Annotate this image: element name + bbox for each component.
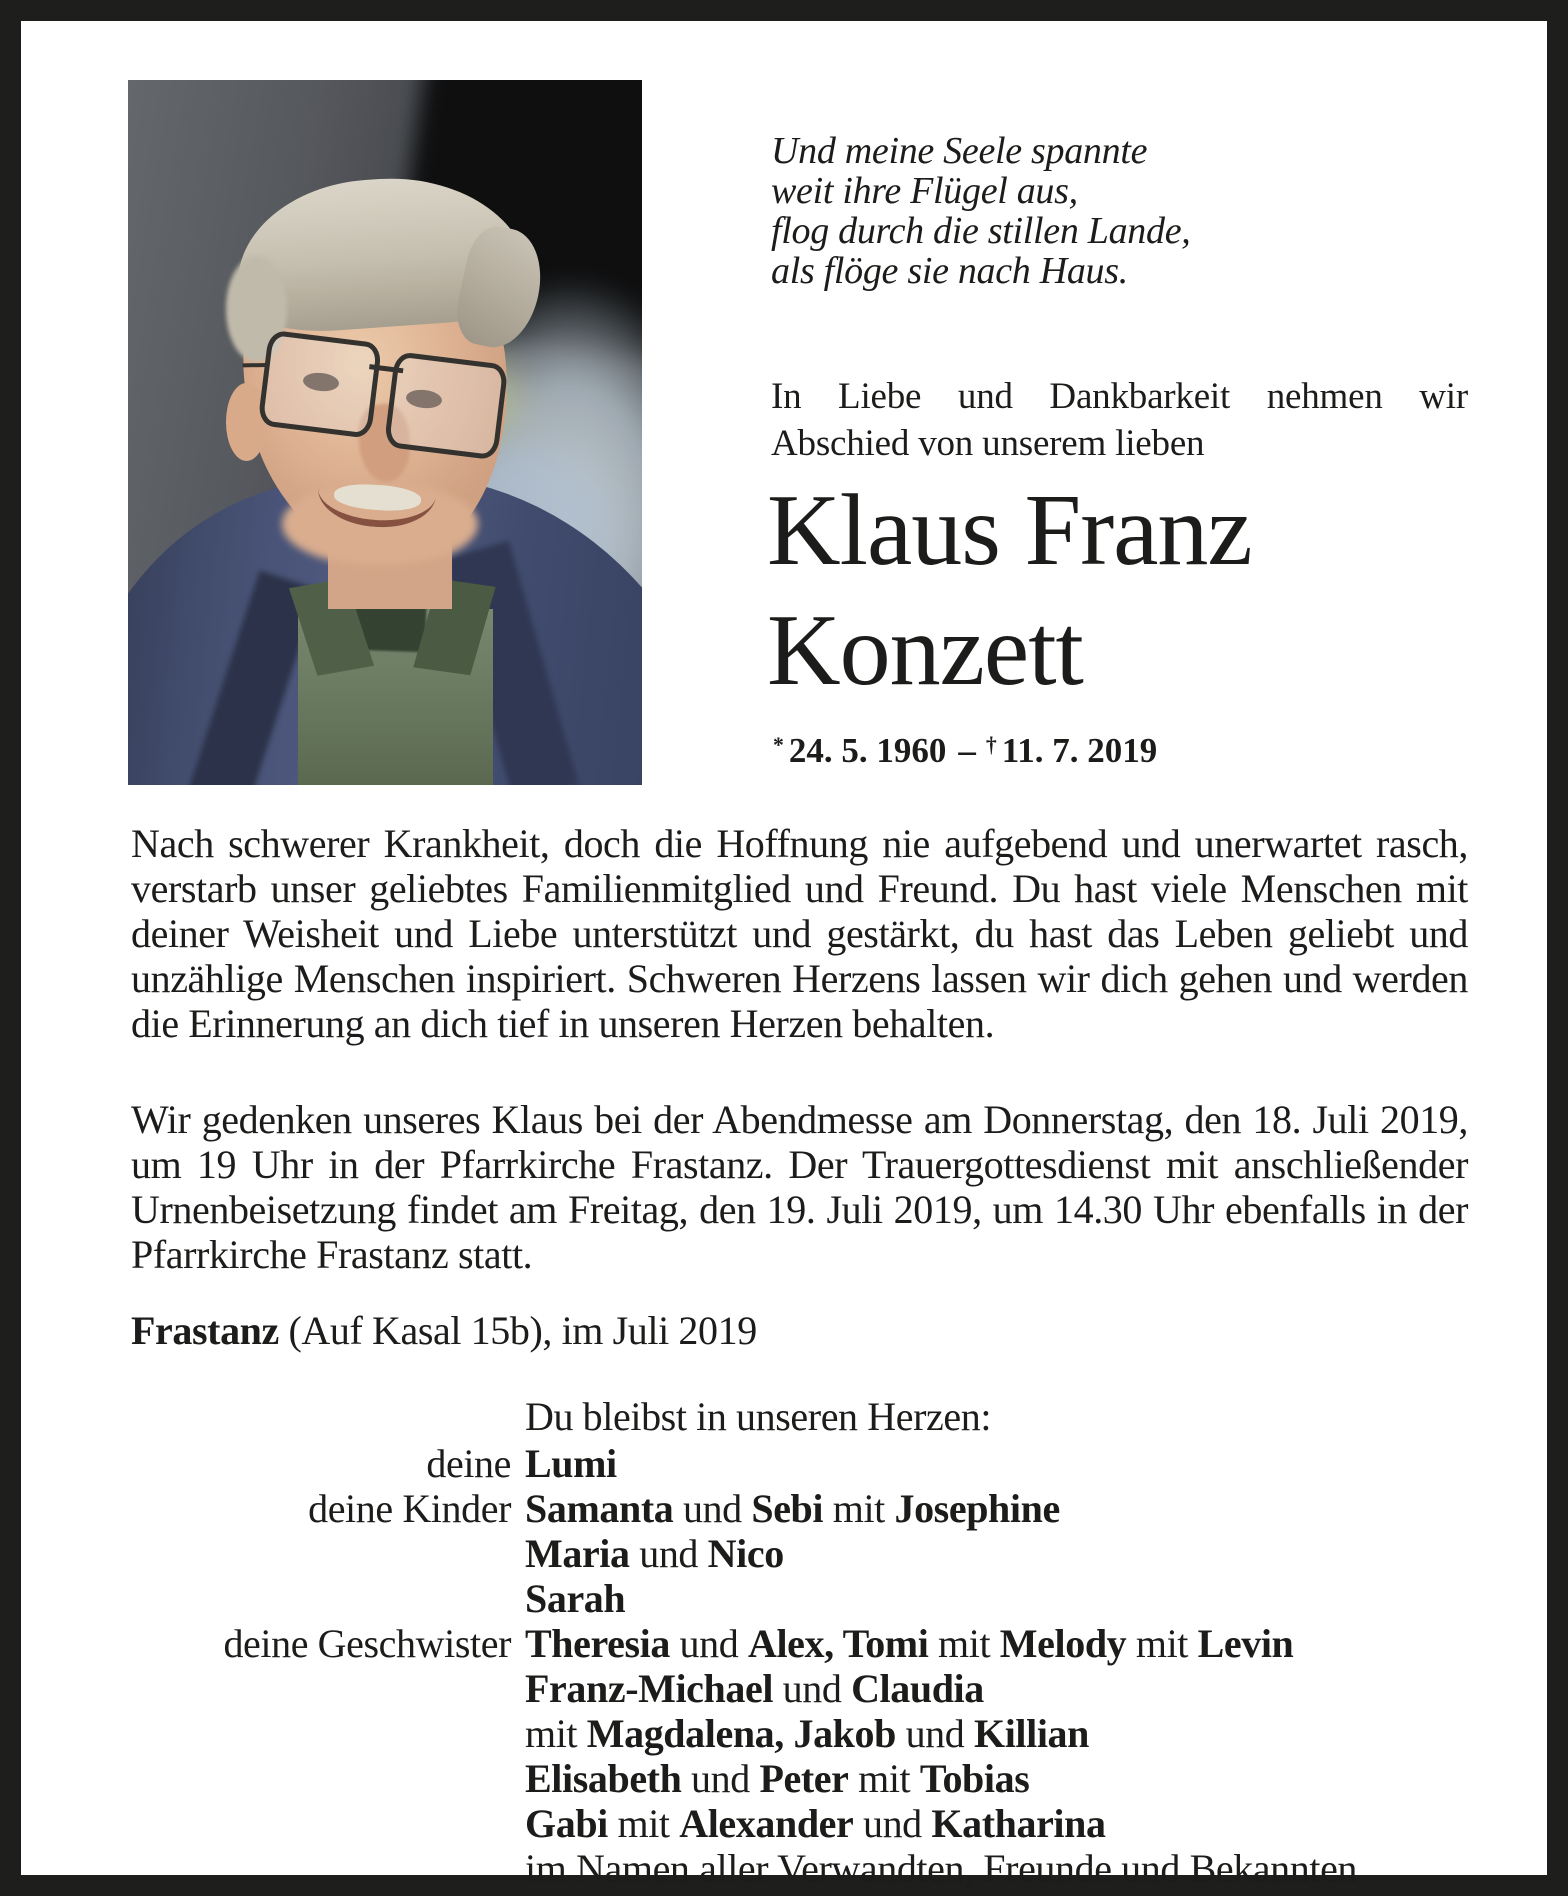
family-names [525, 1756, 1491, 1801]
family-connector: mit [928, 1621, 1000, 1666]
family-names [525, 1531, 1491, 1576]
family-connector: und [669, 1621, 748, 1666]
family-name: Franz-Michael [525, 1666, 774, 1711]
family-names [525, 1801, 1491, 1846]
family-row [131, 1531, 1491, 1576]
family-name: Magdalena, Jakob [586, 1711, 896, 1756]
family-relation-label [131, 1846, 525, 1891]
poem-line: flog durch die stillen Lande, [771, 210, 1191, 252]
family-relation-label [131, 1666, 525, 1711]
family-relation-label [131, 1531, 525, 1576]
family-name: Sebi [751, 1486, 824, 1531]
family-row [131, 1621, 1491, 1666]
family-row [131, 1666, 1491, 1711]
family-name: Sarah [525, 1576, 626, 1621]
family-connector: mit [1126, 1621, 1198, 1666]
glasses-temple-arm [243, 363, 267, 367]
family-names [525, 1846, 1491, 1891]
family-connector: und [673, 1486, 752, 1531]
family-relation-label [131, 1756, 525, 1801]
service-paragraph: Wir gedenken unseres Klaus bei der Abendmesse am Donnerstag, den 18. Juli 2019, um 19 Uhr in der Pfarrkirche Frastanz. Der Trauergottesdienst mit anschließender Urnenbeisetzung findet am Freitag, den 19. Juli 2019, um 14.30 Uhr ebenfalls in der Pfarrkirche Frastanz statt. [131, 1097, 1468, 1277]
death-symbol: † [985, 733, 997, 758]
family-name: Katharina [931, 1801, 1106, 1846]
family-list [131, 1441, 1491, 1891]
family-row [131, 1441, 1491, 1486]
family-connector: mit [823, 1486, 895, 1531]
family-connector: und [773, 1666, 852, 1711]
family-row [131, 1756, 1491, 1801]
family-connector: und [853, 1801, 932, 1846]
family-connector: und [895, 1711, 974, 1756]
family-name: Lumi [525, 1441, 617, 1486]
family-relation-label [131, 1711, 525, 1756]
family-name: Melody [999, 1621, 1127, 1666]
poem-line: Und meine Seele spannte [771, 130, 1148, 172]
family-name: Alex, Tomi [747, 1621, 929, 1666]
deceased-name-line2: Konzett [767, 594, 1083, 707]
family-relation-label [131, 1801, 525, 1846]
family-name: Theresia [525, 1621, 670, 1666]
poem [771, 131, 1190, 291]
portrait-photo [128, 80, 642, 785]
glasses-lens-left [257, 330, 382, 439]
intro-text: In Liebe und Dankbarkeit nehmen wir Abschied von unserem lieben [771, 376, 1468, 464]
family-names [525, 1486, 1491, 1531]
death-date: 11. 7. 2019 [1001, 731, 1158, 770]
family-relation-label: deine Geschwister [223, 1621, 511, 1666]
family-names [525, 1441, 1491, 1486]
location-line [131, 1307, 757, 1354]
family-name: Peter [759, 1756, 849, 1801]
family-names [525, 1576, 1491, 1621]
location-detail: (Auf Kasal 15b), im Juli 2019 [278, 1308, 757, 1353]
family-name: Claudia [851, 1666, 984, 1711]
obituary-paragraph: Nach schwerer Krankheit, doch die Hoffnung nie aufgebend und unerwartet rasch, verstarb unser geliebtes Familienmitglied und Freund. Du hast viele Menschen mit deiner Weisheit und Liebe unterstützt und gestärkt, du hast das Leben geliebt und unzählige Menschen inspiriert. Schweren Herzens lassen wir dich gehen und werden die Erinnerung an dich tief in unseren Herzen behalten. [131, 821, 1468, 1046]
family-row [131, 1846, 1491, 1891]
family-row [131, 1801, 1491, 1846]
dates-separator: – [958, 731, 976, 770]
poem-line: weit ihre Flügel aus, [771, 170, 1078, 212]
family-name: Maria [525, 1531, 630, 1576]
obituary-page [21, 21, 1547, 1891]
family-name: Josephine [894, 1486, 1060, 1531]
family-connector: und [629, 1531, 708, 1576]
family-name: Samanta [525, 1486, 674, 1531]
family-row [131, 1711, 1491, 1756]
deceased-name-line1: Klaus Franz [767, 474, 1252, 587]
family-name: Alexander [679, 1801, 854, 1846]
family-name: Killian [973, 1711, 1089, 1756]
family-names [525, 1666, 1491, 1711]
family-connector: mit [525, 1711, 587, 1756]
family-name: Levin [1197, 1621, 1294, 1666]
birth-symbol: * [773, 733, 784, 758]
birth-date: 24. 5. 1960 [788, 731, 947, 770]
family-row [131, 1486, 1491, 1531]
closing-heading: Du bleibst in unseren Herzen: [525, 1394, 992, 1439]
family-name: Elisabeth [525, 1756, 682, 1801]
family-row [131, 1576, 1491, 1621]
family-name: Tobias [919, 1756, 1030, 1801]
family-names [525, 1621, 1491, 1666]
poem-line: als flöge sie nach Haus. [771, 250, 1128, 292]
family-connector: im Namen aller Verwandten, Freunde und Bekannten [525, 1846, 1358, 1891]
life-dates [773, 731, 1157, 771]
deceased-name [767, 471, 1252, 711]
family-relation-label: deine Kinder [308, 1486, 511, 1531]
family-name: Nico [707, 1531, 784, 1576]
family-name: Gabi [525, 1801, 608, 1846]
family-names [525, 1711, 1491, 1756]
family-connector: mit [607, 1801, 680, 1846]
family-relation-label: deine [426, 1441, 511, 1486]
family-connector: und [681, 1756, 760, 1801]
family-connector: mit [848, 1756, 920, 1801]
location-city: Frastanz [131, 1308, 279, 1353]
family-relation-label [131, 1576, 525, 1621]
